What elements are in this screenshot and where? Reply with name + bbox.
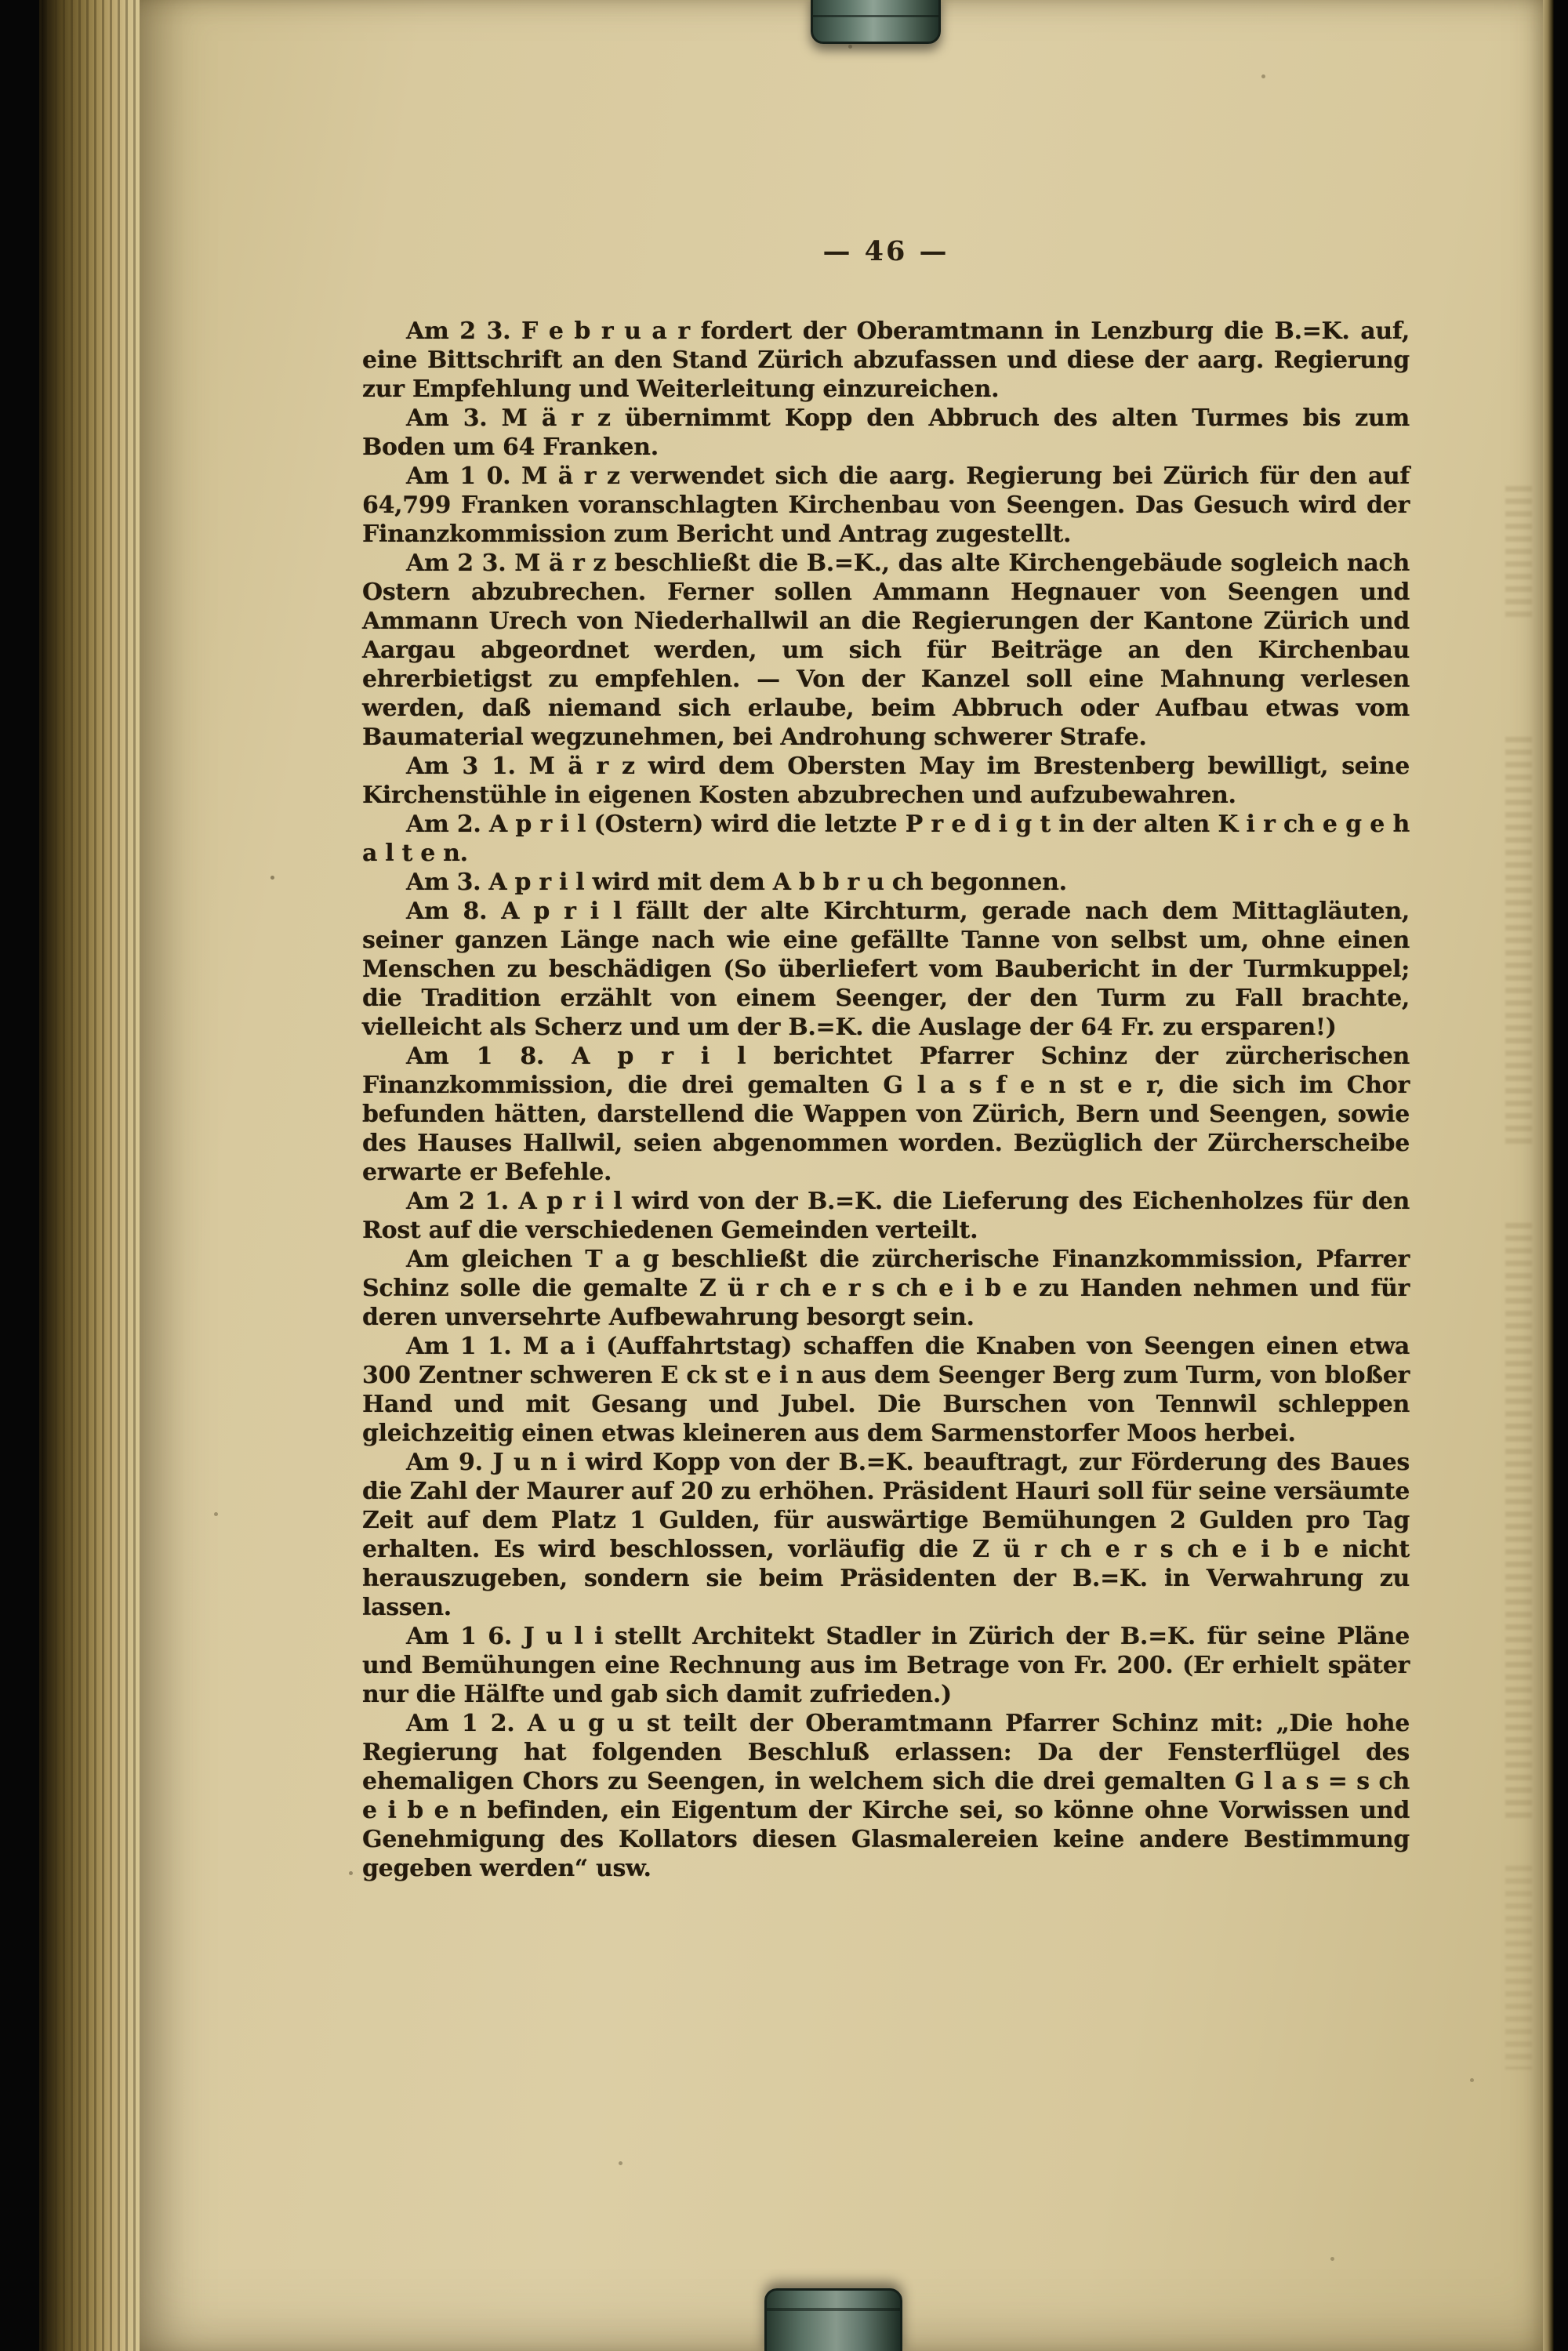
paragraph: Am 1 1. M a i (Auffahrtstag) schaffen die Knaben von Seengen einen etwa 300 Zentner schweren E ck st e i n aus dem Seenger Berg zum Turm, von bloßer Hand und mit Gesang und Jubel. Die Burschen von Tennwil schleppen gleichzeitig einen etwas kleineren aus dem Sarmenstorfer Moos herbei.	[362, 1333, 1410, 1447]
paragraph: Am 2 1. A p r i l wird von der B.=K. die Lieferung des Eichenholzes für den Rost auf die verschiedenen Gemeinden verteilt.	[362, 1188, 1410, 1244]
paragraph: Am 3 1. M ä r z wird dem Obersten May im Brestenberg bewilligt, seine Kirchenstühle in eigenen Kosten abzubrechen und aufzubewahren.	[362, 753, 1410, 809]
paragraph: Am 1 8. A p r i l berichtet Pfarrer Schinz der zürcherischen Finanzkommission, die drei gemalten G l a s f e n st e r, die sich im Chor befunden hätten, darstellend die Wappen von Zürich, Bern und Seengen, sowie des Hauses Hallwil, seien abgenommen worden. Bezüglich der Zürcherscheibe erwarte er Befehle.	[362, 1043, 1410, 1186]
paragraph: Am 1 2. A u g u st teilt der Oberamtmann Pfarrer Schinz mit: „Die hohe Regierung hat folgenden Beschluß erlassen: Da der Fensterflügel des ehemaligen Chors zu Seengen, in welchem sich die drei gemalten G l a s = s ch e i b e n befinden, ein Eigentum der Kirche sei, so könne ohne Vorwissen und Genehmigung des Kollators diesen Glasmalereien keine andere Bestimmung gegeben werden“ usw.	[362, 1710, 1410, 1882]
book-page	[140, 0, 1543, 2351]
paragraph: Am 1 0. M ä r z verwendet sich die aarg. Regierung bei Zürich für den auf 64,799 Franken voranschlagten Kirchenbau von Seengen. Das Gesuch wird der Finanzkommission zum Bericht und Antrag zugestellt.	[362, 463, 1410, 548]
next-page-showthrough	[1505, 737, 1532, 1145]
paragraph: Am 3. A p r i l wird mit dem A b b r u ch begonnen.	[406, 869, 1067, 896]
next-page-showthrough	[1505, 486, 1532, 619]
book-page-edges	[39, 0, 140, 2351]
paragraph: Am 8. A p r i l fällt der alte Kirchturm, gerade nach dem Mittagläuten, seiner ganzen Länge nach wie eine gefällte Tanne von selbst um, ohne einen Menschen zu beschädigen (So überliefert vom Baubericht in der Turmkuppel; die Tradition erzählt von einem Seenger, der den Turm zu Fall brachte, vielleicht als Scherz und um der B.=K. die Auslage der 64 Fr. zu ersparen!)	[362, 898, 1410, 1041]
paragraph: Am 1 6. J u l i stellt Architekt Stadler in Zürich der B.=K. für seine Pläne und Bemühungen eine Rechnung aus im Betrage von Fr. 200. (Er erhielt später nur die Hälfte und gab sich damit zufrieden.)	[362, 1623, 1410, 1708]
paragraph: Am 2 3. M ä r z beschließt die B.=K., das alte Kirchengebäude sogleich nach Ostern abzubrechen. Ferner sollen Ammann Hegnauer von Seengen und Ammann Urech von Niederhallwil an die Regierungen der Kantone Zürich und Aargau abgeordnet werden, um sich für Beiträge an den Kirchenbau ehrerbietigst zu empfehlen. — Von der Kanzel soll eine Mahnung verlesen werden, daß niemand sich erlaube, beim Abbruch oder Aufbau etwas vom Baumaterial wegzunehmen, bei Androhung schwerer Strafe.	[362, 550, 1410, 751]
paragraph: Am 3. M ä r z übernimmt Kopp den Abbruch des alten Turmes bis zum Boden um 64 Franken.	[362, 405, 1410, 461]
paragraph: Am 2. A p r i l (Ostern) wird die letzte P r e d i g t in der alten K i r ch e g e h a l t e n.	[362, 811, 1410, 867]
paragraph: Am 2 3. F e b r u a r fordert der Oberamtmann in Lenzburg die B.=K. auf, eine Bittschrift an den Stand Zürich abzufassen und diese der aarg. Regierung zur Empfehlung und Weiterleitung einzureichen.	[362, 317, 1410, 403]
next-page-showthrough	[1505, 1866, 1532, 2070]
book-clamp-top	[811, 0, 941, 44]
book-clamp-bottom	[764, 2288, 902, 2351]
paragraph: Am 9. J u n i wird Kopp von der B.=K. beauftragt, zur Förderung des Baues die Zahl der Maurer auf 20 zu erhöhen. Präsident Hauri soll für seine versäumte Zeit auf dem Platz 1 Gulden, für auswärtige Bemühungen 2 Gulden pro Tag erhalten. Es wird beschlossen, vorläufig die Z ü r ch e r s ch e i b e nicht herauszugeben, sondern sie beim Präsidenten der B.=K. in Verwahrung zu lassen.	[362, 1449, 1410, 1621]
paragraph: Am gleichen T a g beschließt die zürcherische Finanzkommission, Pfarrer Schinz solle die gemalte Z ü r ch e r s ch e i b e zu Handen nehmen und für deren unversehrte Aufbewahrung besorgt sein.	[362, 1246, 1410, 1331]
next-page-showthrough	[1505, 1223, 1532, 1819]
page-text	[362, 317, 1410, 1883]
dust-specks	[140, 0, 142, 2]
page-number: — 46 —	[822, 235, 949, 267]
